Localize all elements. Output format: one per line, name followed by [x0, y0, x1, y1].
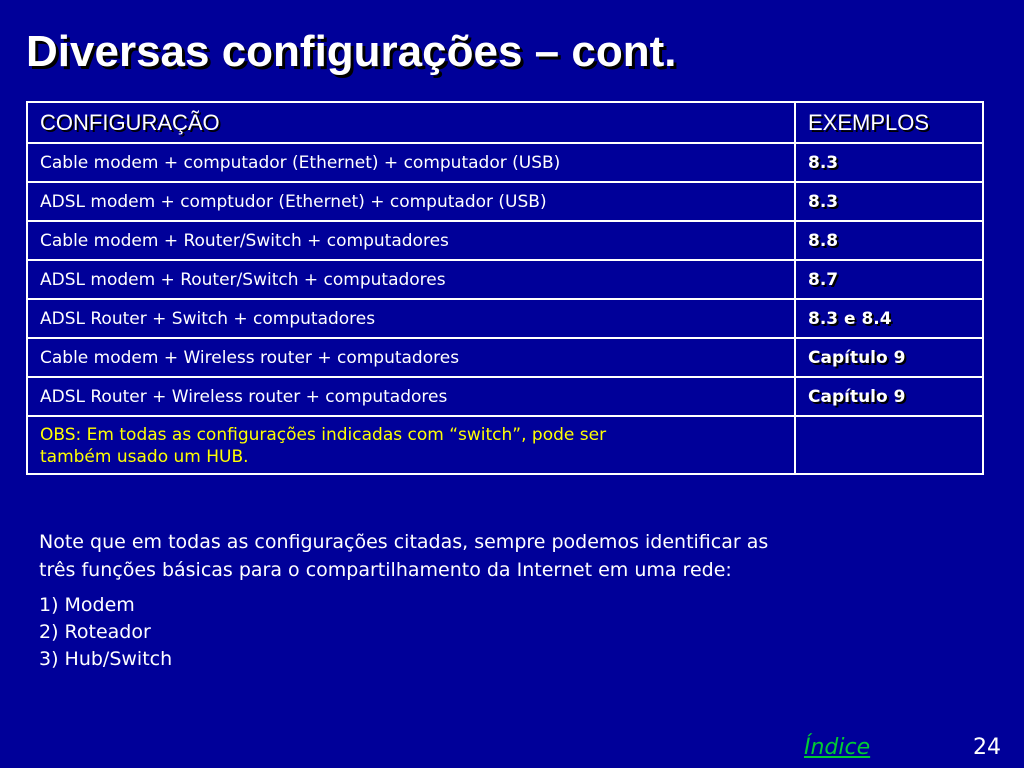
functions-list [39, 592, 939, 673]
example-cell: Capítulo 9 [795, 377, 983, 416]
table-row [27, 143, 983, 182]
config-cell: Cable modem + Wireless router + computadores [27, 338, 795, 377]
config-cell: ADSL modem + comptudor (Ethernet) + computador (USB) [27, 182, 795, 221]
slide-title: Diversas configurações – cont. [26, 27, 677, 76]
table-row [27, 221, 983, 260]
table-row [27, 260, 983, 299]
config-cell: ADSL Router + Switch + computadores [27, 299, 795, 338]
list-item: 1) Modem [39, 594, 135, 616]
obs-line-1: OBS: Em todas as configurações indicadas com “switch”, pode ser [40, 425, 607, 445]
table-row [27, 377, 983, 416]
list-item: 2) Roteador [39, 621, 151, 643]
column-header-exemplos: EXEMPLOS [795, 102, 983, 143]
example-cell: 8.3 e 8.4 [795, 299, 983, 338]
config-cell: ADSL modem + Router/Switch + computadores [27, 260, 795, 299]
table-row [27, 182, 983, 221]
example-cell: 8.8 [795, 221, 983, 260]
column-header-configuracao: CONFIGURAÇÃO [27, 102, 795, 143]
table-row [27, 299, 983, 338]
table-row [27, 338, 983, 377]
config-cell: Cable modem + Router/Switch + computadores [27, 221, 795, 260]
page-number: 24 [973, 735, 1001, 760]
obs-row [27, 416, 983, 474]
obs-line-2: também usado um HUB. [40, 447, 249, 467]
config-cell: Cable modem + computador (Ethernet) + computador (USB) [27, 143, 795, 182]
config-cell: ADSL Router + Wireless router + computadores [27, 377, 795, 416]
example-cell: 8.3 [795, 143, 983, 182]
example-cell: 8.7 [795, 260, 983, 299]
configurations-table [26, 101, 984, 475]
example-cell: 8.3 [795, 182, 983, 221]
obs-cell [27, 416, 795, 474]
note-section [39, 528, 939, 673]
obs-empty-cell [795, 416, 983, 474]
list-item: 3) Hub/Switch [39, 648, 173, 670]
note-line-2: três funções básicas para o compartilhamento da Internet em uma rede: [39, 559, 732, 581]
example-cell: Capítulo 9 [795, 338, 983, 377]
index-link[interactable]: Índice [804, 735, 871, 760]
table-header-row [27, 102, 983, 143]
note-line-1: Note que em todas as configurações citadas, sempre podemos identificar as [39, 531, 769, 553]
